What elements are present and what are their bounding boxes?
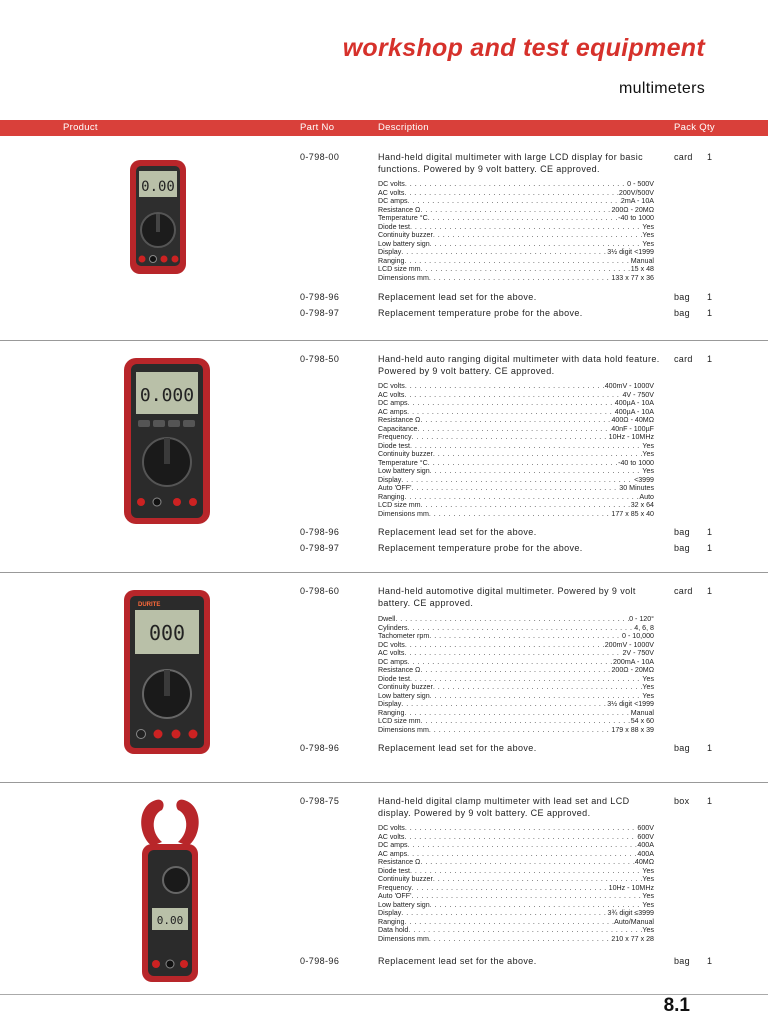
spec-label: Data hold [378,926,409,934]
spec-row [378,649,654,658]
spec-row [378,223,654,232]
spec-value: 177 x 85 x 40 [611,509,654,518]
spec-label: Resistance Ω [378,416,421,424]
spec-label: Temperature °C [378,214,428,222]
spec-leader [404,493,639,502]
spec-label: Auto 'OFF' [378,484,412,492]
spec-row [378,248,654,257]
spec-leader [411,892,642,901]
spec-leader [401,700,607,709]
spec-label: Capacitance [378,424,418,433]
product-description: Hand-held digital clamp multimeter with lead set and LCD display. Powered by 9 volt battery. CE approved. [378,796,630,818]
spec-value: 4V - 750V [622,390,654,399]
spec-row [378,206,654,215]
spec-label: Continuity buzzer [378,450,433,458]
spec-leader [429,726,612,735]
spec-value: 200mA - 10A [612,657,654,666]
spec-label: Ranging [378,256,405,265]
col-part-no: Part No [300,122,335,133]
spec-leader [410,675,642,684]
spec-value: Yes [642,926,654,934]
spec-leader [411,484,619,493]
spec-value: 210 x 77 x 28 [611,934,654,943]
page-number: 8.1 [663,995,690,1016]
spec-label: DC amps [378,657,408,666]
accessory-description: Replacement temperature probe for the above. [378,308,583,318]
spec-value: 400A [637,849,654,858]
spec-leader [410,867,642,876]
spec-value: 400µA - 10A [614,399,654,407]
spec-row [378,709,654,718]
spec-leader [433,231,643,240]
device-display: 0.000 [139,385,195,406]
pack-qty: 1 [707,354,713,364]
spec-value: 2mA - 10A [620,197,654,205]
accessory-description: Replacement lead set for the above. [378,956,537,966]
spec-leader [428,214,618,223]
spec-leader [420,416,611,425]
accessory-description: Replacement lead set for the above. [378,292,537,302]
spec-label: Dimensions mm [378,934,429,943]
spec-value: 54 x 60 [630,717,654,725]
spec-row [378,926,654,935]
spec-label: AC volts [378,649,405,657]
spec-value: 10Hz - 10MHz [608,883,654,892]
spec-leader [412,433,609,442]
spec-leader [433,875,643,884]
spec-row [378,909,654,918]
section-divider [0,782,768,783]
spec-leader [405,382,605,391]
spec-label: Diode test [378,222,410,231]
multimeter-icon [128,158,188,276]
spec-row [378,416,654,425]
spec-label: Ranging [378,917,405,926]
pack-type: card [674,152,693,162]
spec-row [378,257,654,266]
spec-label: Resistance Ω [378,205,421,214]
spec-label: Continuity buzzer [378,683,433,691]
spec-row [378,858,654,867]
spec-leader [429,274,612,283]
table-header [0,120,768,136]
accessory-pack: bag [674,743,690,753]
spec-value: 200Ω - 20MΩ [611,666,654,674]
spec-row [378,459,654,468]
clamp-meter-icon [130,796,210,984]
spec-leader [401,909,607,918]
spec-leader [421,717,631,726]
spec-list [378,180,654,282]
spec-leader [429,510,612,519]
spec-label: Display [378,700,402,708]
spec-leader [401,476,634,485]
spec-value: 200V/500V [618,188,654,197]
spec-value: <3999 [634,475,654,484]
pack-type: card [674,586,693,596]
spec-label: AC amps [378,407,408,416]
accessory-pack: bag [674,527,690,537]
spec-row [378,918,654,927]
spec-value: 0 - 120° [629,615,654,623]
spec-label: LCD size mm [378,501,421,509]
spec-leader [421,501,631,510]
spec-value: 10Hz - 10MHz [608,433,654,441]
spec-row [378,641,654,650]
device-display: 0.00 [141,179,175,195]
spec-row [378,624,654,633]
spec-value: 3½ digit <1999 [607,248,654,256]
product-description: Hand-held automotive digital multimeter. Powered by 9 volt battery. CE approved. [378,586,636,608]
accessory-pack: bag [674,543,690,553]
spec-row [378,425,654,434]
spec-label: DC amps [378,399,408,407]
spec-leader [420,206,611,215]
part-number: 0-798-50 [300,354,340,364]
spec-label: Temperature °C [378,458,428,467]
spec-value: 179 x 88 x 39 [611,725,654,734]
accessory-qty: 1 [707,308,713,318]
spec-leader [407,850,637,859]
spec-row [378,726,654,735]
spec-row [378,833,654,842]
spec-value: 3¾ digit ≤3999 [607,909,654,917]
accessory-part-number: 0-798-96 [300,527,340,537]
spec-leader [417,425,611,434]
spec-row [378,692,654,701]
spec-value: 30 Minutes [619,484,654,492]
spec-value: Auto [639,492,654,501]
spec-value: 2V - 750V [622,649,654,657]
spec-row [378,658,654,667]
spec-value: 400A [637,841,654,849]
spec-row [378,450,654,459]
spec-label: Dimensions mm [378,273,429,282]
spec-row [378,615,654,624]
spec-leader [430,467,643,476]
brand-logo: DURITE [138,602,161,608]
spec-row [378,214,654,223]
spec-label: DC amps [378,841,408,849]
pack-type: card [674,354,693,364]
spec-label: Resistance Ω [378,858,421,866]
page-subtitle: multimeters [619,80,705,97]
spec-row [378,867,654,876]
spec-label: Diode test [378,441,410,450]
accessory-description: Replacement temperature probe for the above. [378,543,583,553]
spec-leader [412,884,609,893]
spec-leader [408,841,638,850]
accessory-part-number: 0-798-97 [300,543,340,553]
spec-list [378,824,654,943]
spec-value: Yes [642,674,654,683]
spec-value: Yes [642,239,654,248]
spec-value: 0 - 10,000 [622,632,654,640]
spec-value: -40 to 1000 [618,458,654,467]
spec-label: Low battery sign [378,467,430,475]
spec-row [378,510,654,519]
spec-row [378,850,654,859]
spec-row [378,824,654,833]
spec-row [378,935,654,944]
spec-label: LCD size mm [378,717,421,725]
spec-leader [405,641,605,650]
spec-label: Display [378,248,402,256]
spec-row [378,666,654,675]
spec-label: Dimensions mm [378,725,429,734]
spec-value: Yes [642,222,654,231]
spec-row [378,240,654,249]
spec-row [378,433,654,442]
accessory-pack: bag [674,956,690,966]
spec-label: Resistance Ω [378,666,421,674]
accessory-part-number: 0-798-96 [300,956,340,966]
spec-leader [430,901,643,910]
spec-value: 200mV - 1000V [604,640,654,649]
spec-label: Low battery sign [378,691,430,700]
spec-leader [404,833,637,842]
product-description: Hand-held digital multimeter with large LCD display for basic functions. Powered by 9 volt battery. CE approved. [378,152,644,174]
spec-leader [404,918,614,927]
accessory-part-number: 0-798-97 [300,308,340,318]
spec-label: Display [378,909,402,917]
spec-row [378,197,654,206]
spec-value: Yes [642,892,654,900]
spec-label: DC volts [378,640,405,649]
spec-label: LCD size mm [378,265,421,273]
spec-value: 200Ω - 20MΩ [611,205,654,214]
spec-value: Yes [642,231,654,239]
section-divider [0,572,768,573]
spec-label: DC amps [378,197,408,205]
spec-label: Dwell [378,615,396,623]
spec-row [378,875,654,884]
spec-value: Auto/Manual [614,917,654,926]
spec-leader [407,408,615,417]
spec-value: Yes [642,467,654,475]
accessory-part-number: 0-798-96 [300,743,340,753]
spec-leader [429,632,622,641]
spec-row [378,717,654,726]
spec-row [378,632,654,641]
spec-value: 133 x 77 x 36 [611,273,654,282]
spec-value: 40MΩ [634,858,654,866]
spec-row [378,476,654,485]
product-description: Hand-held auto ranging digital multimeter with data hold feature. Powered by 9 volt battery. CE approved. [378,354,660,376]
spec-label: Cylinders [378,623,408,632]
spec-label: Tachometer rpm [378,632,430,640]
spec-label: DC volts [378,824,405,832]
spec-leader [404,649,622,658]
accessory-qty: 1 [707,527,713,537]
spec-label: Low battery sign [378,239,430,248]
part-number: 0-798-00 [300,152,340,162]
spec-value: 40nF - 100µF [611,424,654,433]
spec-label: Frequency [378,883,412,892]
spec-leader [410,442,642,451]
spec-row [378,399,654,408]
accessory-pack: bag [674,292,690,302]
spec-label: Continuity buzzer [378,875,433,883]
spec-leader [408,658,613,667]
spec-label: Ranging [378,492,405,501]
footer-divider [0,994,768,995]
spec-row [378,231,654,240]
spec-row [378,274,654,283]
spec-label: Auto 'OFF' [378,892,412,900]
spec-leader [429,935,612,944]
spec-leader [433,683,643,692]
multimeter-icon [122,356,212,526]
spec-value: Manual [630,708,654,717]
spec-value: Yes [642,450,654,458]
accessory-qty: 1 [707,292,713,302]
spec-leader [420,858,635,867]
spec-value: -40 to 1000 [618,214,654,222]
spec-label: AC amps [378,849,408,858]
spec-label: AC volts [378,390,405,399]
accessory-qty: 1 [707,543,713,553]
spec-value: 3½ digit <1999 [607,700,654,708]
spec-label: AC volts [378,832,405,841]
pack-type: box [674,796,690,806]
accessory-qty: 1 [707,743,713,753]
spec-label: Diode test [378,674,410,683]
spec-leader [408,624,635,633]
spec-leader [404,257,630,266]
spec-row [378,892,654,901]
spec-leader [408,399,615,408]
accessory-pack: bag [674,308,690,318]
accessory-qty: 1 [707,956,713,966]
spec-leader [405,180,627,189]
spec-row [378,493,654,502]
spec-leader [408,926,642,935]
col-product: Product [63,122,98,133]
spec-row [378,391,654,400]
spec-value: 400mV - 1000V [604,382,654,390]
pack-qty: 1 [707,152,713,162]
spec-leader [408,197,621,206]
spec-row [378,382,654,391]
spec-leader [404,189,618,198]
spec-leader [428,459,618,468]
spec-row [378,408,654,417]
multimeter-icon [122,588,212,756]
spec-leader [395,615,629,624]
accessory-description: Replacement lead set for the above. [378,527,537,537]
device-display: 000 [148,621,186,645]
spec-row [378,501,654,510]
pack-qty: 1 [707,586,713,596]
spec-value: Yes [642,875,654,883]
spec-row [378,189,654,198]
spec-value: 400µA - 10A [614,407,654,416]
spec-leader [404,709,630,718]
spec-leader [404,391,622,400]
spec-value: Yes [642,900,654,909]
spec-row [378,675,654,684]
spec-label: DC volts [378,382,405,390]
col-pack-qty: Pack Qty [674,122,715,133]
spec-label: AC volts [378,188,405,197]
page-title: workshop and test equipment [342,34,705,62]
spec-label: Diode test [378,866,410,875]
spec-leader [410,223,642,232]
spec-row [378,265,654,274]
spec-label: Frequency [378,433,412,441]
device-display: 0.00 [156,914,184,927]
section-divider [0,340,768,341]
spec-label: Display [378,475,402,484]
spec-leader [430,692,643,701]
spec-value: 0 - 500V [627,180,654,188]
spec-value: 400Ω - 40MΩ [611,416,654,424]
spec-list [378,615,654,734]
pack-qty: 1 [707,796,713,806]
part-number: 0-798-60 [300,586,340,596]
spec-row [378,700,654,709]
spec-row [378,180,654,189]
spec-value: 600V [637,824,654,832]
spec-label: Continuity buzzer [378,231,433,239]
spec-value: 15 x 48 [630,265,654,273]
spec-value: Yes [642,691,654,700]
spec-row [378,442,654,451]
spec-label: Low battery sign [378,900,430,909]
spec-value: Yes [642,683,654,691]
spec-row [378,683,654,692]
spec-row [378,884,654,893]
spec-value: Yes [642,441,654,450]
spec-label: DC volts [378,180,405,188]
spec-value: Yes [642,866,654,875]
spec-value: Manual [630,256,654,265]
accessory-part-number: 0-798-96 [300,292,340,302]
spec-leader [421,265,631,274]
spec-leader [430,240,643,249]
part-number: 0-798-75 [300,796,340,806]
spec-list [378,382,654,518]
spec-leader [433,450,643,459]
col-description: Description [378,122,429,133]
spec-row [378,901,654,910]
spec-leader [401,248,607,257]
spec-row [378,841,654,850]
spec-value: 4, 6, 8 [634,623,654,632]
spec-leader [420,666,611,675]
accessory-description: Replacement lead set for the above. [378,743,537,753]
spec-value: 32 x 64 [630,501,654,509]
spec-label: Ranging [378,708,405,717]
spec-value: 600V [637,832,654,841]
spec-row [378,484,654,493]
spec-leader [405,824,638,833]
spec-label: Dimensions mm [378,509,429,518]
spec-row [378,467,654,476]
